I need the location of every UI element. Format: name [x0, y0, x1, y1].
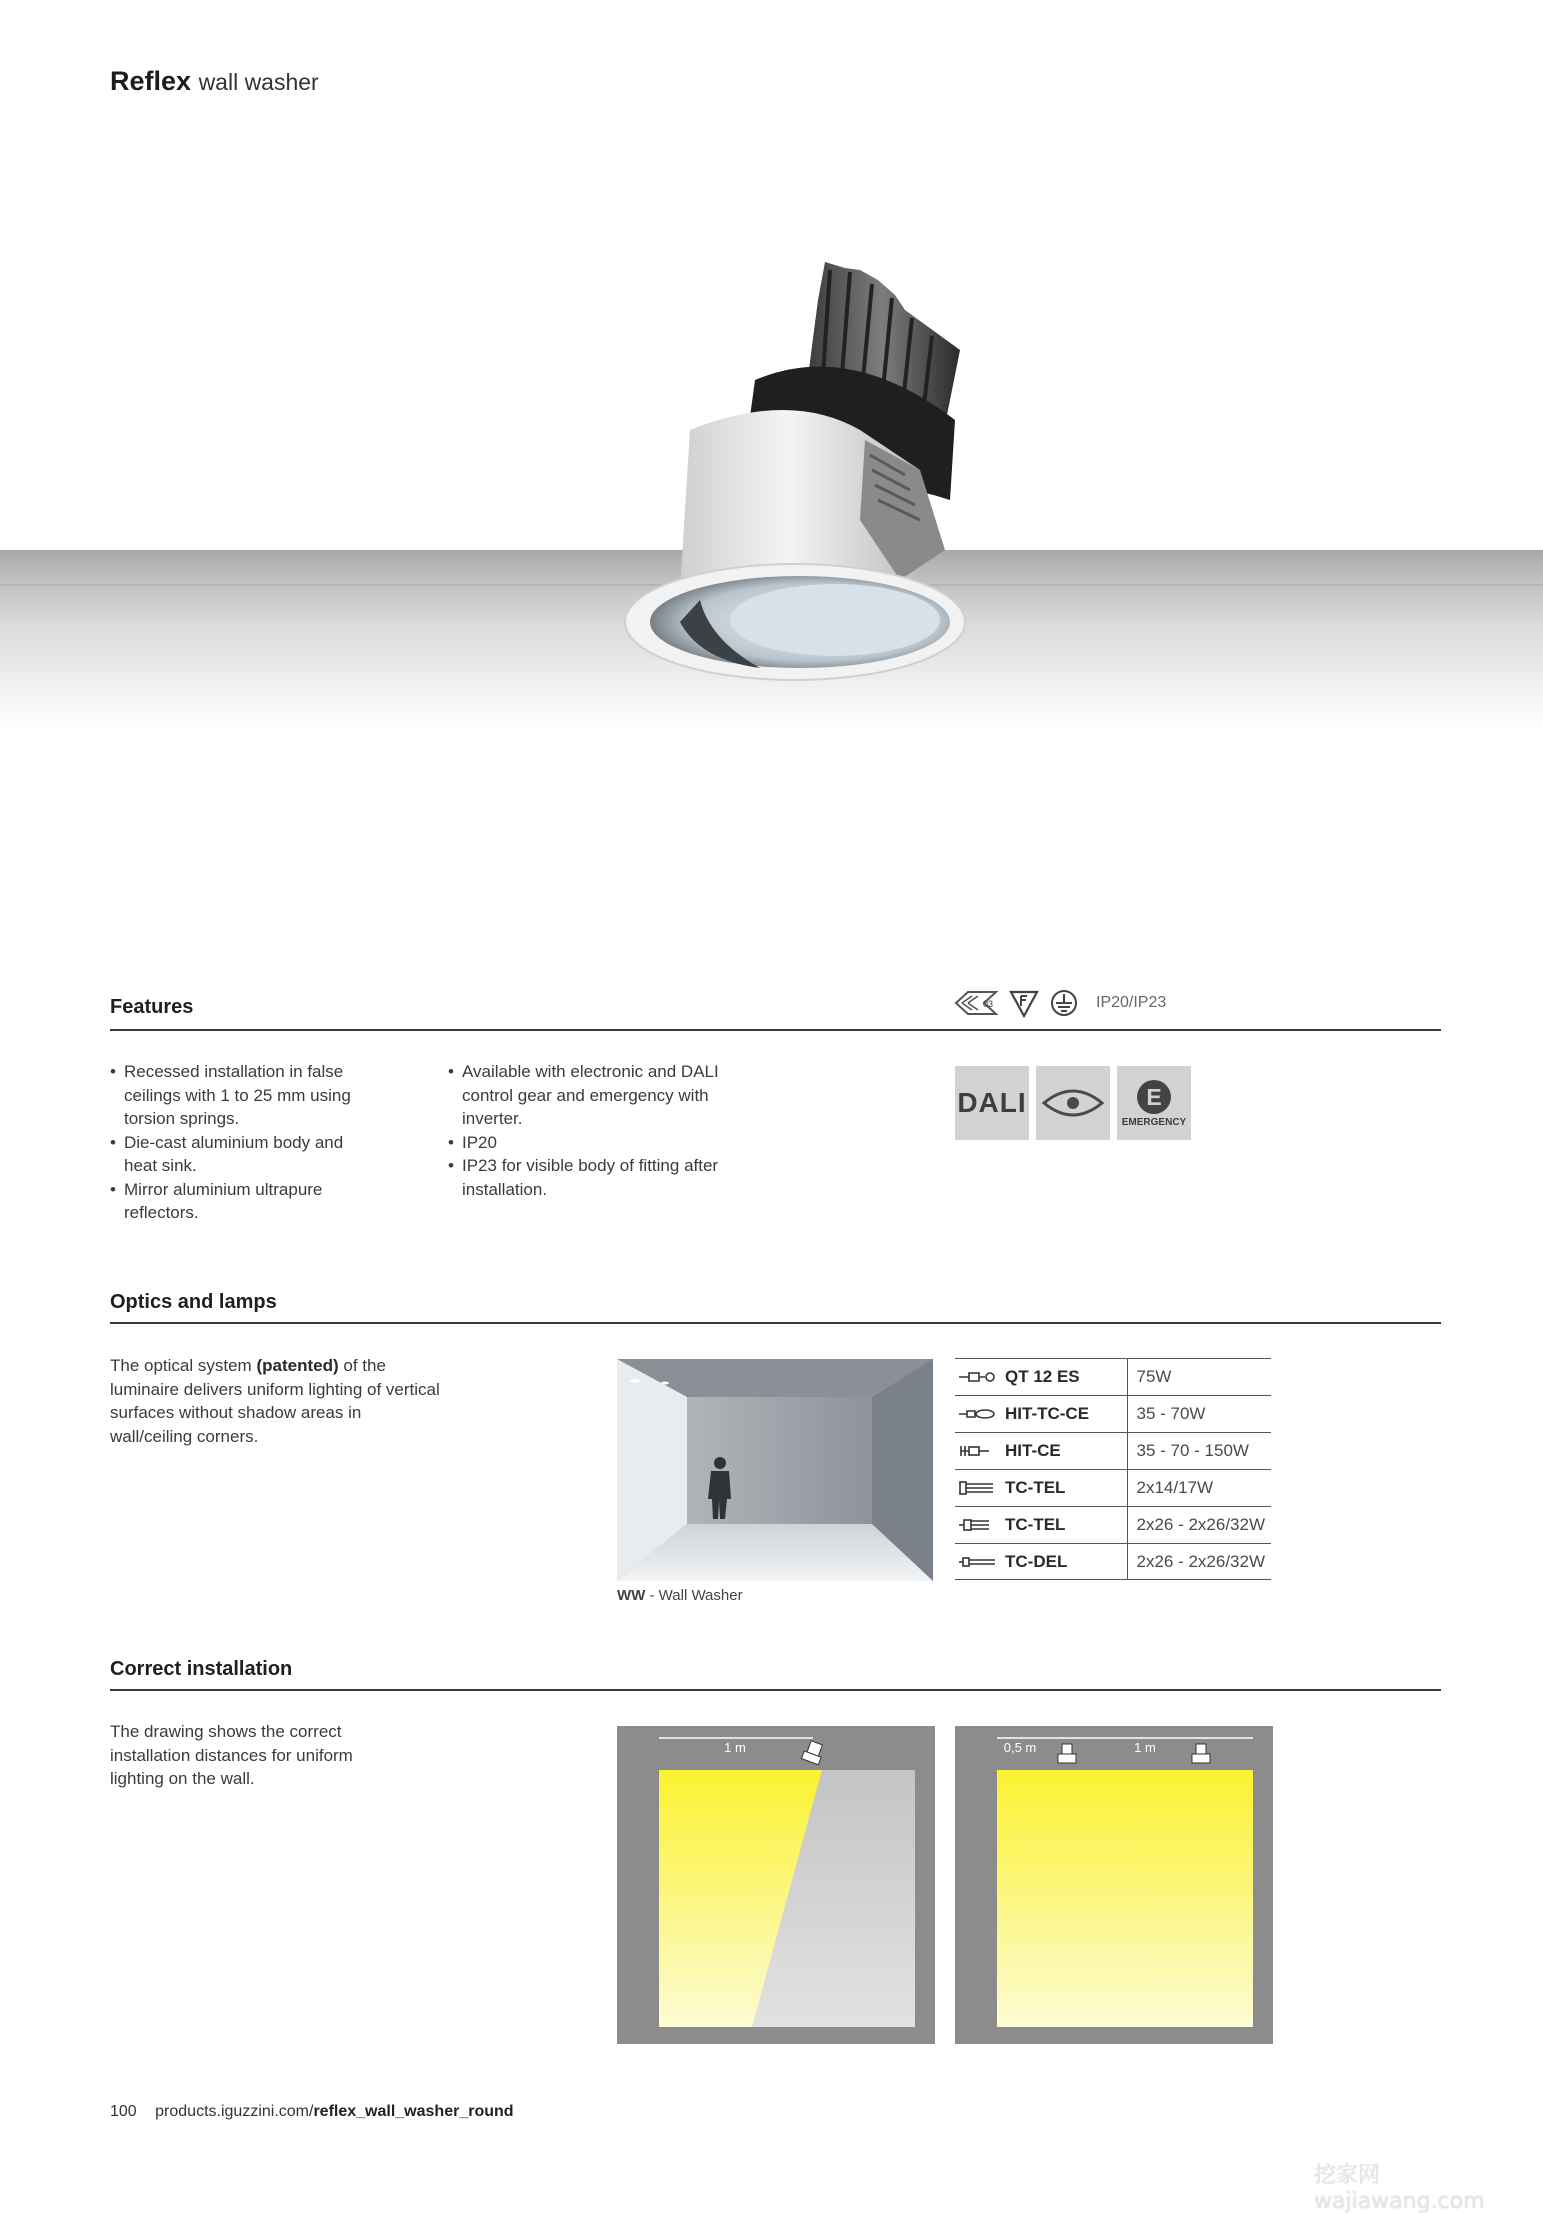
table-row: HIT-TC-CE 35 - 70W: [955, 1395, 1271, 1432]
enec-03-icon: [952, 988, 1000, 1018]
tc-del-lamp-icon: [957, 1556, 997, 1568]
table-row: TC-TEL 2x26 - 2x26/32W: [955, 1506, 1271, 1543]
tc-tel-lamp-icon: [957, 1480, 997, 1496]
table-row: HIT-CE 35 - 70 - 150W: [955, 1432, 1271, 1469]
eye-icon: [1040, 1083, 1106, 1123]
svg-text:03: 03: [983, 999, 994, 1009]
features-list-2: [448, 1060, 728, 1201]
installation-diagram-double: [955, 1726, 1273, 2044]
photo-caption: WW - Wall Washer: [617, 1587, 743, 1604]
installation-rule: [110, 1689, 1441, 1691]
dali-label: DALI: [957, 1087, 1027, 1118]
tc-tel-lamp-icon: [957, 1517, 997, 1533]
wall-washer-photo: [617, 1359, 933, 1581]
watermark: 挖家网 wajiawang.com: [1314, 2163, 1485, 2214]
list-item: • Recessed installation in false ceilings with 1 to 25 mm using torsion springs.: [110, 1060, 380, 1131]
hit-tc-lamp-icon: [957, 1407, 997, 1421]
emergency-icon: [1136, 1079, 1172, 1115]
f-mark-icon: [1008, 988, 1040, 1018]
table-row: QT 12 ES 75W: [955, 1358, 1271, 1395]
table-row: TC-TEL 2x14/17W: [955, 1469, 1271, 1506]
optics-rule: [110, 1322, 1441, 1324]
emergency-badge: [1117, 1066, 1191, 1140]
distance-label-b: 1 m: [1134, 1740, 1156, 1755]
hit-lamp-icon: [957, 1444, 997, 1458]
list-item: • IP20: [448, 1131, 728, 1155]
dali-badge: [955, 1066, 1029, 1140]
feature-badges: [955, 1066, 1191, 1140]
optics-title: Optics and lamps: [110, 1291, 277, 1313]
page-title: [110, 66, 319, 97]
features-title: Features: [110, 996, 194, 1018]
page-number: 100: [110, 2103, 137, 2120]
footer-url[interactable]: products.iguzzini.com/reflex_wall_washer_round: [155, 2103, 514, 2120]
emergency-letter: E: [1146, 1083, 1162, 1110]
list-item: • Mirror aluminium ultrapure reflectors.: [110, 1178, 380, 1225]
installation-diagram-single: [617, 1726, 935, 2044]
halogen-lamp-icon: [957, 1370, 997, 1384]
table-row: TC-DEL 2x26 - 2x26/32W: [955, 1543, 1271, 1580]
emergency-label: EMERGENCY: [1121, 1116, 1187, 1128]
optics-description: The optical system (patented) of the luminaire delivers uniform lighting of vertical surfaces without shadow areas in wall/ceiling corners.: [110, 1356, 440, 1446]
product-image: [560, 240, 980, 700]
page-footer: [110, 2103, 514, 2121]
lamp-table: [955, 1358, 1271, 1580]
earth-class-icon: [1048, 988, 1080, 1018]
list-item: • Available with electronic and DALI control gear and emergency with inverter.: [448, 1060, 728, 1131]
eye-badge: [1036, 1066, 1110, 1140]
ip-rating: IP20/IP23: [1096, 994, 1167, 1011]
features-list-1: [110, 1060, 380, 1225]
list-item: • IP23 for visible body of fitting after installation.: [448, 1154, 728, 1201]
installation-description: The drawing shows the correct installation distances for uniform lighting on the wall.: [110, 1722, 353, 1788]
title-product: Reflex: [110, 66, 192, 96]
features-rule: [110, 1029, 1441, 1031]
distance-label: 1 m: [724, 1740, 746, 1755]
title-subtitle: wall washer: [198, 69, 319, 95]
installation-title: Correct installation: [110, 1658, 293, 1680]
certification-icons: [952, 986, 1166, 1020]
list-item: • Die-cast aluminium body and heat sink.: [110, 1131, 380, 1178]
distance-label-a: 0,5 m: [1003, 1740, 1037, 1755]
